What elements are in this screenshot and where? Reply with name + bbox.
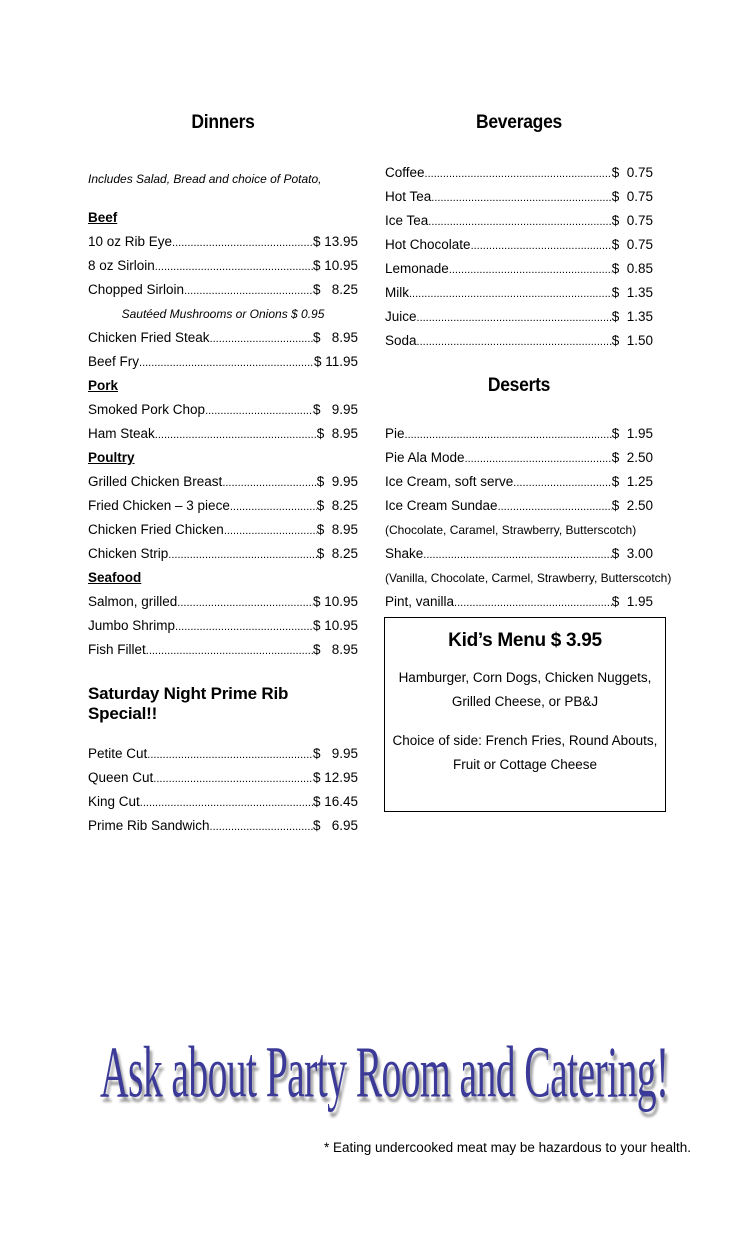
deserts-title: Deserts bbox=[487, 375, 551, 396]
seafood-label: Seafood bbox=[88, 570, 142, 585]
menu-item: Fish Fillet ..... $ 8.95 bbox=[88, 638, 358, 662]
menu-item: 10 oz Rib Eye ..... $ 13.95 bbox=[88, 230, 358, 254]
beef-label: Beef bbox=[88, 210, 118, 225]
menu-item: King Cut ..... $ 16.45 bbox=[88, 790, 358, 814]
menu-item: Ham Steak ..... $ 8.95 bbox=[88, 422, 358, 446]
menu-item: Chicken Strip ..... $ 8.25 bbox=[88, 542, 358, 566]
menu-item: Queen Cut ..... $ 12.95 bbox=[88, 766, 358, 790]
menu-item: Beef Fry ..... $ 11.95 bbox=[88, 350, 358, 374]
menu-item: Petite Cut ..... $ 9.95 bbox=[88, 742, 358, 766]
health-warning: * Eating undercooked meat may be hazardous to your health. bbox=[324, 1140, 691, 1155]
menu-item: Soda ..... $ 1.50 bbox=[385, 329, 653, 353]
party-room-banner: Ask about Party Room and Catering! bbox=[100, 1031, 669, 1113]
pork-label: Pork bbox=[88, 378, 119, 393]
prime-rib-special-title: Saturday Night Prime Rib Special!! bbox=[88, 684, 289, 723]
menu-item: Juice ..... $ 1.35 bbox=[385, 305, 653, 329]
menu-item: Lemonade ..... $ 0.85 bbox=[385, 257, 653, 281]
poultry-label: Poultry bbox=[88, 450, 135, 465]
dinners-title: Dinners bbox=[191, 112, 255, 133]
menu-item: Jumbo Shrimp ..... $ 10.95 bbox=[88, 614, 358, 638]
kids-menu-box bbox=[384, 617, 666, 812]
menu-item: Ice Cream Sundae ..... $ 2.50 bbox=[385, 494, 653, 518]
kids-menu-sides: Choice of side: French Fries, Round Abouts, Fruit or Cottage Cheese bbox=[392, 733, 658, 772]
dinners-note: Includes Salad, Bread and choice of Potato, bbox=[88, 172, 322, 186]
menu-item: Grilled Chicken Breast ..... $ 9.95 bbox=[88, 470, 358, 494]
menu-item: Fried Chicken – 3 piece ..... $ 8.25 bbox=[88, 494, 358, 518]
menu-item: Salmon, grilled ..... $ 10.95 bbox=[88, 590, 358, 614]
menu-item: Pie Ala Mode ..... $ 2.50 bbox=[385, 446, 653, 470]
kids-menu-items: Hamburger, Corn Dogs, Chicken Nuggets, Grilled Cheese, or PB&J bbox=[398, 670, 652, 709]
shake-flavors-note: (Vanilla, Chocolate, Carmel, Strawberry, Butterscotch) bbox=[385, 571, 672, 585]
menu-item: Prime Rib Sandwich ..... $ 6.95 bbox=[88, 814, 358, 838]
menu-item: Chicken Fried Chicken ..... $ 8.95 bbox=[88, 518, 358, 542]
menu-item: Smoked Pork Chop ..... $ 9.95 bbox=[88, 398, 358, 422]
menu-item: Shake ..... $ 3.00 bbox=[385, 542, 653, 566]
menu-item: 8 oz Sirloin ..... $ 10.95 bbox=[88, 254, 358, 278]
menu-item: Hot Tea ..... $ 0.75 bbox=[385, 185, 653, 209]
mushroom-addon-note: Sautéed Mushrooms or Onions $ 0.95 bbox=[121, 307, 325, 321]
menu-item: Chicken Fried Steak ..... $ 8.95 bbox=[88, 326, 358, 350]
menu-item: Chopped Sirloin ..... $ 8.25 bbox=[88, 278, 358, 302]
menu-item: Coffee ..... $ 0.75 bbox=[385, 161, 653, 185]
menu-item: Pie ..... $ 1.95 bbox=[385, 422, 653, 446]
beverages-deserts-column bbox=[385, 112, 672, 614]
beverages-title: Beverages bbox=[476, 112, 562, 133]
dinners-column bbox=[88, 112, 358, 838]
sundae-flavors-note: (Chocolate, Caramel, Strawberry, Butterscotch) bbox=[385, 523, 637, 537]
menu-item: Hot Chocolate ..... $ 0.75 bbox=[385, 233, 653, 257]
menu-item: Ice Cream, soft serve ..... $ 1.25 bbox=[385, 470, 653, 494]
menu-item: Milk ..... $ 1.35 bbox=[385, 281, 653, 305]
kids-menu-title: Kid’s Menu $ 3.95 bbox=[448, 630, 602, 651]
menu-item: Pint, vanilla ..... $ 1.95 bbox=[385, 590, 653, 614]
menu-item: Ice Tea ..... $ 0.75 bbox=[385, 209, 653, 233]
